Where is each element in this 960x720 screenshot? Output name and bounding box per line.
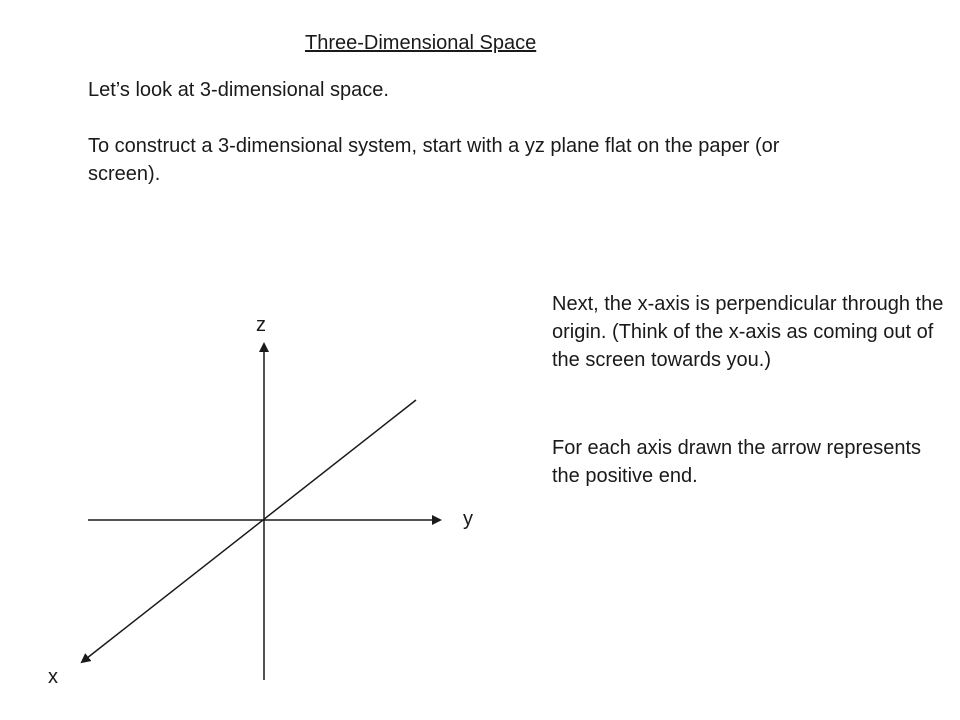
intro-paragraph: Let’s look at 3-dimensional space.	[88, 79, 389, 101]
y-axis-label: y	[463, 508, 473, 530]
x-axis-line	[82, 400, 416, 662]
construct-paragraph: To construct a 3-dimensional system, start with a yz plane flat on the paper (or screen).	[88, 135, 780, 185]
x-axis-label: x	[48, 666, 58, 688]
arrow-note-paragraph: For each axis drawn the arrow represents the positive end.	[552, 437, 922, 487]
z-axis-label: z	[256, 314, 266, 336]
x-axis-explanation-paragraph: Next, the x-axis is perpendicular through the origin. (Think of the x-axis as coming out of the screen towards you.)	[552, 293, 944, 371]
page-title: Three-Dimensional Space	[305, 32, 537, 54]
